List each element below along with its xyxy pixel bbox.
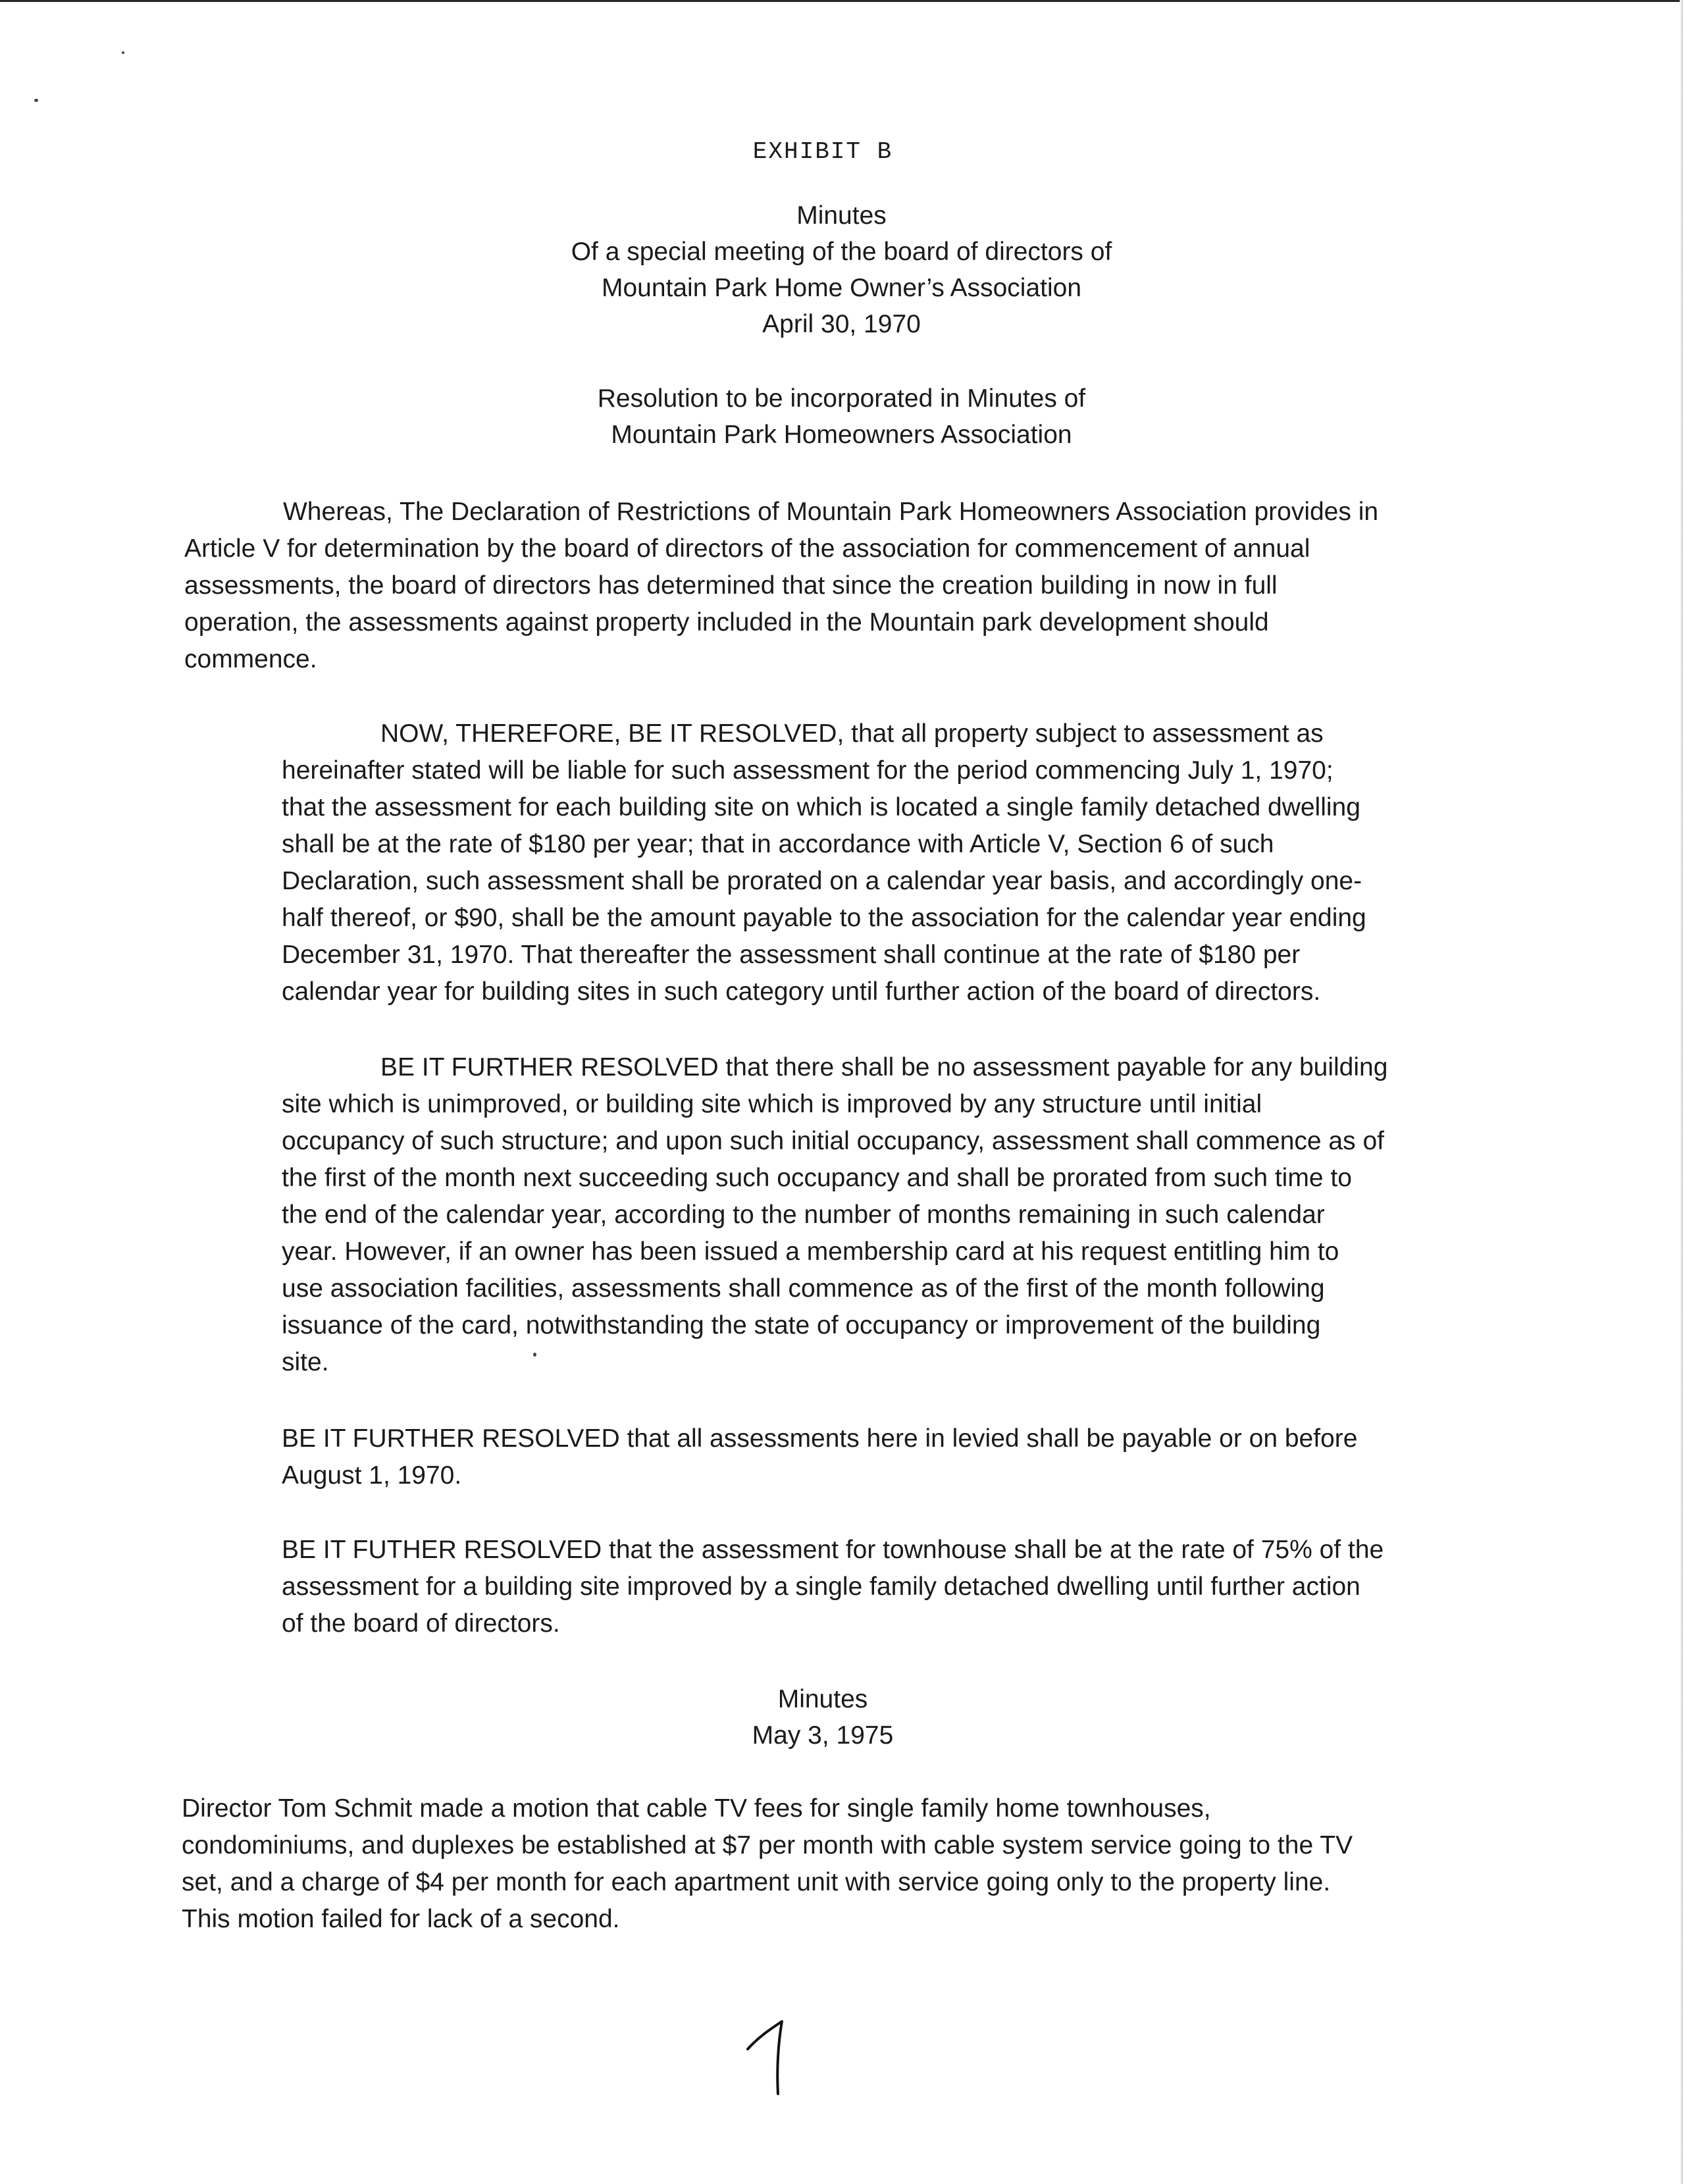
paragraph-line: year. However, if an owner has been issued a membership card at his request entitling him to bbox=[282, 1237, 1339, 1266]
paragraph-line: BE IT FURTHER RESOLVED that there shall be no assessment payable for any building bbox=[380, 1053, 1388, 1081]
paragraph-line: August 1, 1970. bbox=[282, 1461, 462, 1490]
meeting-date: April 30, 1970 bbox=[762, 310, 921, 338]
exhibit-label: EXHIBIT B bbox=[752, 138, 893, 165]
paragraph-line: December 31, 1970. That thereafter the assessment shall continue at the rate of $180 per bbox=[282, 941, 1301, 969]
paragraph-line: the end of the calendar year, according to the number of months remaining in such calendar bbox=[282, 1201, 1325, 1229]
paragraph-line: assessment for a building site improved by a single family detached dwelling until further action bbox=[282, 1573, 1360, 1601]
paragraph-line: commence. bbox=[184, 645, 317, 673]
whereas-paragraph bbox=[184, 494, 1378, 678]
minutes-title: Minutes bbox=[777, 1685, 868, 1713]
further-resolved-payment-paragraph bbox=[282, 1420, 1357, 1494]
paragraph-line: occupancy of such structure; and upon such initial occupancy, assessment shall commence as of bbox=[282, 1127, 1384, 1155]
resolution-line: Mountain Park Homeowners Association bbox=[611, 421, 1072, 449]
resolution-line: Resolution to be incorporated in Minutes of bbox=[597, 384, 1086, 413]
further-resolved-townhouse-paragraph bbox=[282, 1532, 1384, 1642]
scan-speck bbox=[122, 51, 124, 54]
resolution-heading bbox=[0, 380, 1683, 453]
paragraph-line: issuance of the card, notwithstanding the state of occupancy or improvement of the building bbox=[282, 1311, 1321, 1339]
paragraph-line: operation, the assessments against property included in the Mountain park development should bbox=[184, 608, 1269, 637]
paragraph-line: use association facilities, assessments shall commence as of the first of the month following bbox=[282, 1274, 1325, 1303]
meeting-heading bbox=[0, 197, 1683, 342]
paragraph-line: Director Tom Schmit made a motion that cable TV fees for single family home townhouses, bbox=[182, 1794, 1211, 1823]
scan-border-top bbox=[0, 0, 1683, 2]
paragraph-line: assessments, the board of directors has determined that since the creation building in now in full bbox=[184, 571, 1278, 600]
paragraph-line: site which is unimproved, or building site which is improved by any structure until initial bbox=[282, 1090, 1262, 1118]
paragraph-line: hereinafter stated will be liable for such assessment for the period commencing July 1, 1970; bbox=[282, 756, 1333, 785]
paragraph-line: This motion failed for lack of a second. bbox=[182, 1905, 620, 1933]
further-resolved-paragraph bbox=[282, 1049, 1387, 1381]
meeting-line: Of a special meeting of the board of directors of bbox=[571, 238, 1112, 266]
paragraph-line: shall be at the rate of $180 per year; that in accordance with Article V, Section 6 of such bbox=[282, 830, 1274, 858]
scan-speck bbox=[34, 99, 38, 102]
minutes-title: Minutes bbox=[796, 201, 887, 230]
paragraph-line: Whereas, The Declaration of Restrictions of Mountain Park Homeowners Association provides in bbox=[283, 498, 1379, 526]
paragraph-line: BE IT FURTHER RESOLVED that all assessments here in levied shall be payable or on before bbox=[282, 1424, 1358, 1453]
motion-paragraph bbox=[182, 1790, 1353, 1938]
handwritten-page-number bbox=[744, 2017, 796, 2096]
paragraph-line: set, and a charge of $4 per month for each apartment unit with service going only to the property line. bbox=[182, 1868, 1331, 1896]
resolved-paragraph bbox=[282, 715, 1366, 1010]
paragraph-line: BE IT FUTHER RESOLVED that the assessment for townhouse shall be at the rate of 75% of the bbox=[282, 1536, 1384, 1564]
paragraph-line: condominiums, and duplexes be established at $7 per month with cable system service going to the TV bbox=[182, 1831, 1353, 1859]
paragraph-line: Declaration, such assessment shall be prorated on a calendar year basis, and accordingly one- bbox=[282, 867, 1362, 895]
paragraph-line: calendar year for building sites in such category until further action of the board of directors. bbox=[282, 977, 1321, 1006]
paragraph-line: the first of the month next succeeding such occupancy and shall be prorated from such time to bbox=[282, 1164, 1352, 1192]
paragraph-line: Article V for determination by the board of directors of the association for commencement of annual bbox=[184, 534, 1310, 563]
second-minutes-heading bbox=[0, 1681, 1645, 1754]
paragraph-line: of the board of directors. bbox=[282, 1609, 560, 1638]
paragraph-line: site. bbox=[282, 1348, 329, 1376]
paragraph-line: NOW, THEREFORE, BE IT RESOLVED, that all property subject to assessment as bbox=[380, 719, 1324, 748]
association-name: Mountain Park Home Owner’s Association bbox=[601, 274, 1082, 302]
minutes-date: May 3, 1975 bbox=[752, 1721, 894, 1750]
paragraph-line: that the assessment for each building site on which is located a single family detached dwelling bbox=[282, 793, 1360, 821]
paragraph-line: half thereof, or $90, shall be the amount payable to the association for the calendar year ending bbox=[282, 904, 1366, 932]
